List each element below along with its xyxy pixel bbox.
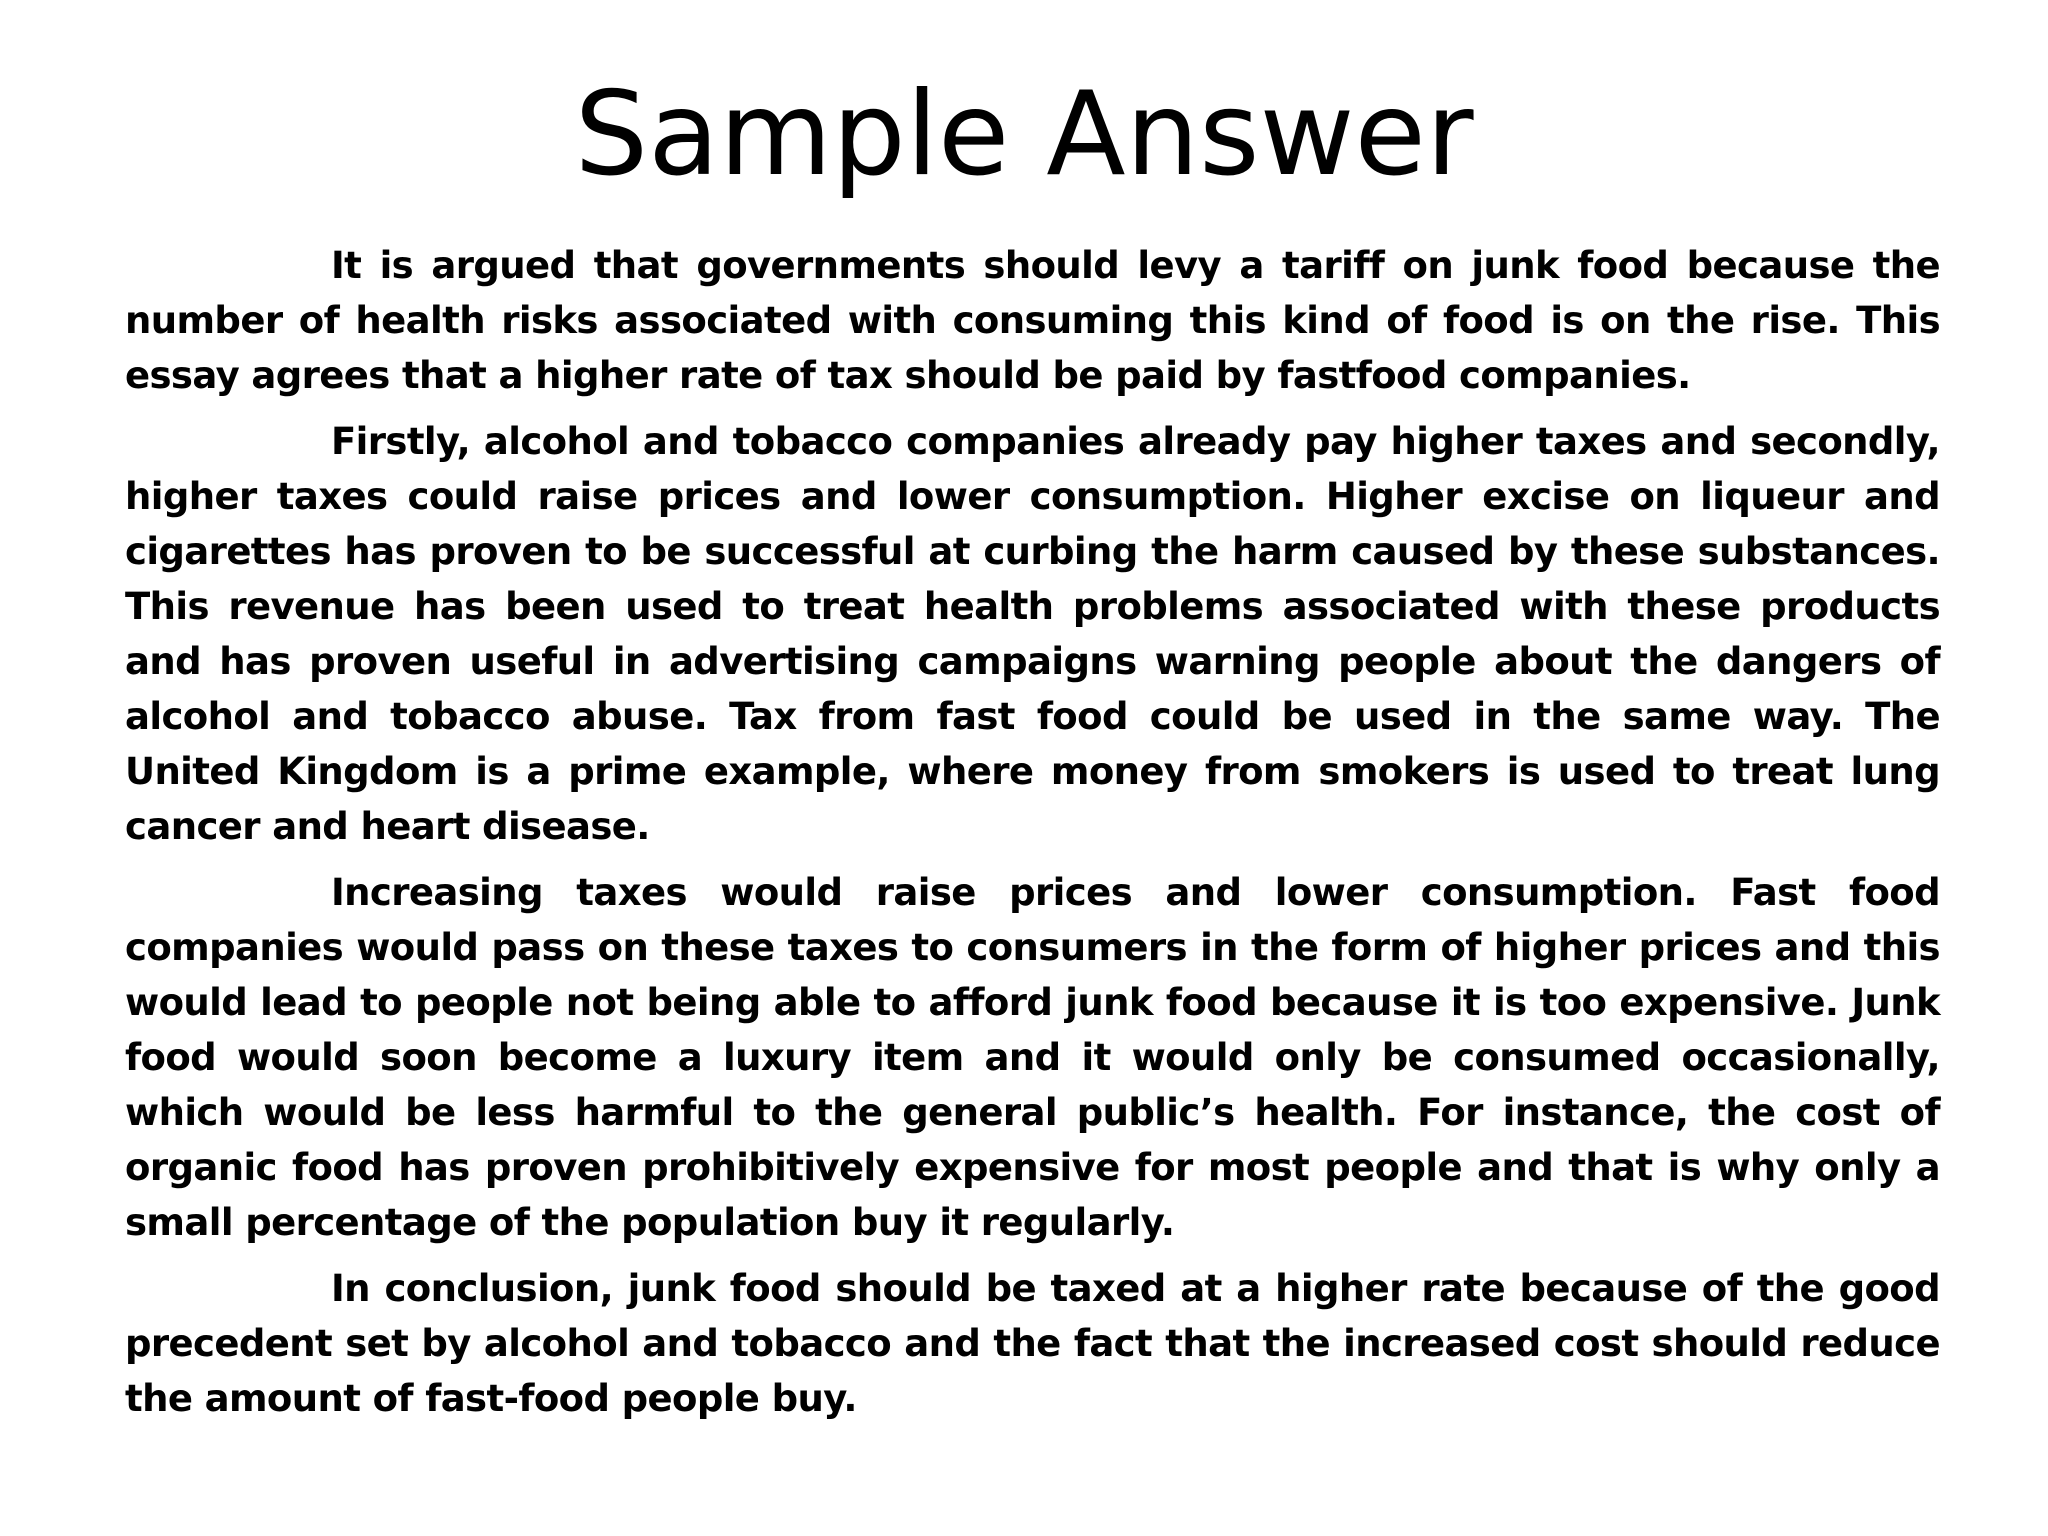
essay-body — [125, 238, 1940, 1437]
essay-paragraph-body-2: Increasing taxes would raise prices and lower consumption. Fast food companies would pass on these taxes to consumers in the form of higher prices and this would lead to people not being able to afford junk food because it is too expensive. Junk food would soon become a luxury item and it would only be consumed occasionally, which would be less harmful to the general public’s health. For instance, the cost of organic food has proven prohibitively expensive for most people and that is why only a small percentage of the population buy it regularly. — [125, 871, 1940, 1244]
slide-title: Sample Answer — [574, 67, 1474, 202]
essay-paragraph-introduction: It is argued that governments should levy a tariff on junk food because the number of health risks associated with consuming this kind of food is on the rise. This essay agrees that a higher rate of tax should be paid by fastfood companies. — [125, 244, 1940, 397]
essay-paragraph-body-1: Firstly, alcohol and tobacco companies already pay higher taxes and secondly, higher taxes could raise prices and lower consumption. Higher excise on liqueur and cigarettes has proven to be successful at curbing the harm caused by these substances. This revenue has been used to treat health problems associated with these products and has proven useful in advertising campaigns warning people about the dangers of alcohol and tobacco abuse. Tax from fast food could be used in the same way. The United Kingdom is a prime example, where money from smokers is used to treat lung cancer and heart disease. — [125, 420, 1940, 848]
essay-paragraph-conclusion: In conclusion, junk food should be taxed at a higher rate because of the good precedent set by alcohol and tobacco and the fact that the increased cost should reduce the amount of fast-food people buy. — [125, 1267, 1940, 1420]
